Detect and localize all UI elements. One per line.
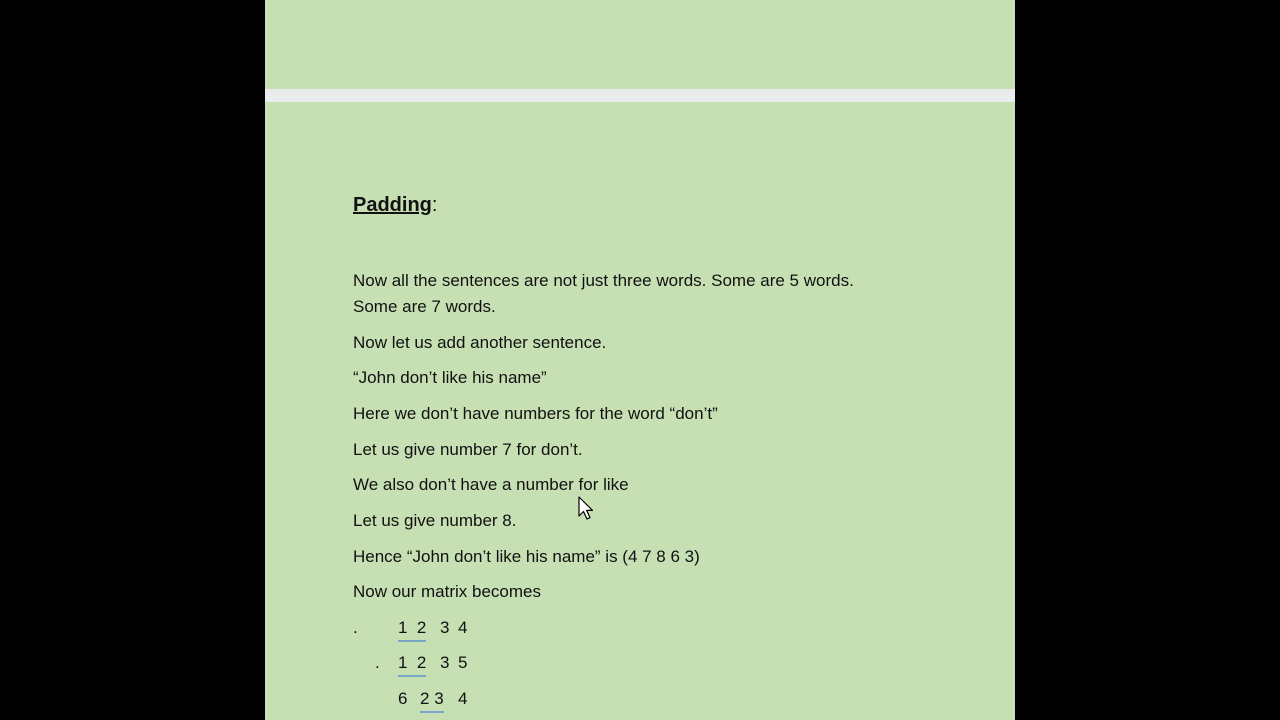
matrix-prefix: . (375, 653, 380, 672)
matrix-cell: 5 (458, 653, 468, 672)
matrix-cell: 3 (440, 653, 450, 672)
matrix-cell: 1 2 (398, 616, 426, 642)
page-separator (265, 89, 1015, 102)
matrix-prefix: . (353, 618, 358, 637)
heading-text: Padding (353, 194, 432, 216)
paragraph-line: Now all the sentences are not just three words. Some are 5 words. (353, 271, 854, 290)
paragraph-line: Now our matrix becomes (353, 582, 542, 601)
previous-page (265, 0, 1015, 89)
matrix-cell: 3 (440, 618, 450, 637)
matrix-cell: 1 2 (398, 651, 426, 677)
heading-colon: : (431, 194, 438, 216)
section-heading (353, 194, 437, 217)
matrix-row (353, 687, 553, 711)
matrix-cell: 4 (458, 618, 468, 637)
paragraph-line: Let us give number 7 for don’t. (353, 440, 583, 459)
paragraph-line: Here we don’t have numbers for the word “don’t” (353, 404, 718, 423)
paragraph-line: Some are 7 words. (353, 297, 496, 316)
matrix-row (353, 616, 553, 640)
paragraph-line: Now let us add another sentence. (353, 333, 607, 352)
paragraph-line: Hence “John don’t like his name” is (4 7 8 6 3) (353, 547, 700, 566)
mouse-pointer-icon (578, 496, 594, 522)
current-page[interactable] (265, 102, 1015, 720)
paragraph-line: Let us give number 8. (353, 511, 517, 530)
paragraph-line: “John don’t like his name” (353, 368, 547, 387)
paragraph-line: We also don’t have a number for like (353, 475, 629, 494)
matrix-cell: 2 3 (420, 687, 444, 713)
matrix-cell: 6 (398, 689, 408, 708)
matrix-row (353, 651, 553, 675)
matrix-cell: 4 (458, 689, 468, 708)
